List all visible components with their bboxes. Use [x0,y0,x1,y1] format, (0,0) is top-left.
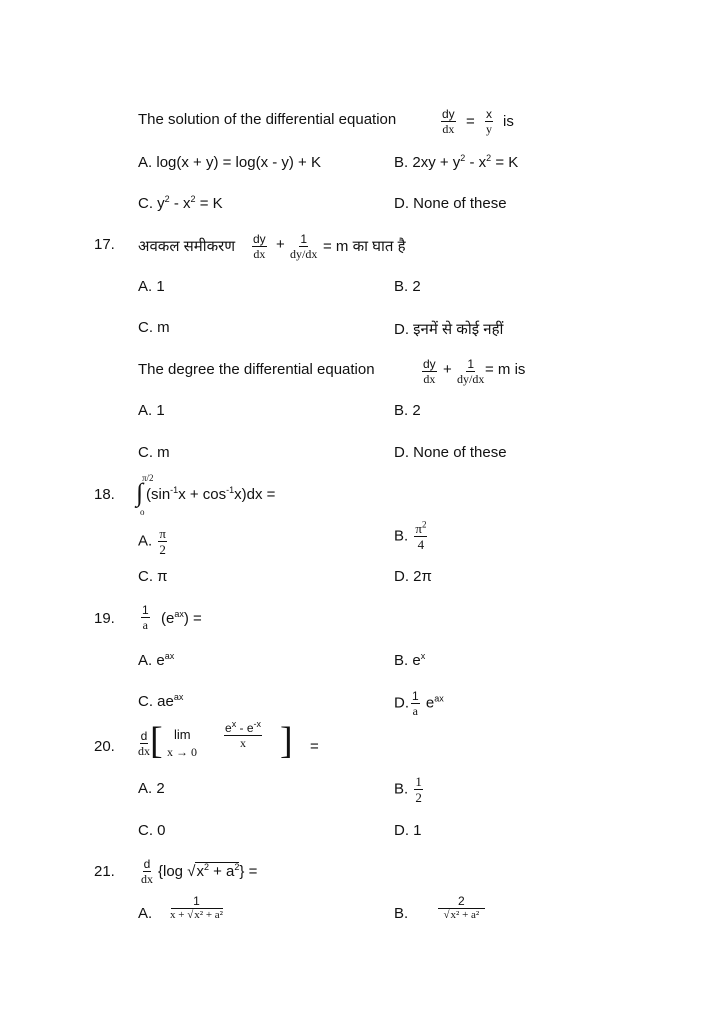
q17-eng-tail: = m is [485,361,526,378]
q17-eng-frac1: $\frac{dy}{dx}$ [423,357,436,386]
q18-option-b: B. $\frac{\pi^2}{4}$ [394,519,427,552]
q17-hindi-stem: अवकल समीकरण [138,238,236,255]
q20-derivative: $\frac{d}{dx}$ [138,729,150,758]
q17-hindi-frac1: $\frac{dy}{dx}$ [253,232,266,261]
q21-option-a: $\frac{1}{\text{x + √x² + a²}}$ [170,894,223,921]
right-bracket-icon: ] [280,720,293,762]
q20-option-a: A. 2 [138,780,165,797]
q19-expr: $(e^{ax})$ = [161,609,202,627]
q16-option-b: B. $2xy + y^2 - x^2 = K$ [394,153,519,171]
q21-number: 21. [94,863,115,880]
left-bracket-icon: [ [150,720,163,762]
q16-frac2-den: y [486,122,492,136]
q18-int-upper: π/2 [142,473,154,483]
q17-hindi-tail: = m का घात है [323,238,406,255]
q16-stem-line [138,111,396,128]
q20-limit-fraction: $\frac{e^x - e^{-x}}{x}$ [225,719,262,750]
q17-option-d-hindi: D. इनमें से कोई नहीं [394,321,504,338]
q20-option-b: B. $\frac{1}{2}$ [394,774,422,805]
q20-option-c: C. 0 [138,822,166,839]
q19-option-c: C. $ae^{ax}$ [138,692,184,710]
q16-option-c: C. $y^2 - x^2 = K$ [138,194,223,212]
integral-sign-icon: ∫ [136,478,144,507]
q16-stem: The solution of the differential equation [138,111,397,128]
q16-frac1-num: dy [442,107,455,121]
q17-option-b-hindi: B. 2 [394,278,421,295]
q20-equals: = [310,738,319,755]
q16-rhs-fraction [483,108,495,135]
q21-derivative: $\frac{d}{dx}$ [141,857,153,886]
q19-derivative: $\frac{1}{a}$ [142,603,149,632]
q17-hindi-frac2: $\frac{1}{dy/dx}$ [290,232,318,261]
q17-hindi-plus: + [276,236,285,253]
q21-option-b-label: B. [394,905,409,922]
q19-number: 19. [94,610,115,627]
q21-option-b: $\frac{2}{\text{√x² + a²}}$ [436,895,487,921]
q16-frac2-num: x [486,107,492,121]
q20-option-d: D. 1 [394,822,422,839]
q17-option-a-hindi: A. 1 [138,278,165,295]
q16-equals: = [466,113,475,130]
q17-option-a: A. 1 [138,402,165,419]
q19-option-b: B. $e^x$ [394,651,426,669]
q18-integrand: $(\sin^{-1}x + \cos^{-1}x)dx$ = [146,485,276,503]
q16-frac1-den: dx [442,122,455,136]
q17-option-b: B. 2 [394,402,421,419]
q20-lim-sub: x → 0 [167,745,197,759]
q16-option-d: D. None of these [394,195,507,212]
q18-number: 18. [94,486,115,503]
q21-expr: {log $√x^2 + a^2$} = [158,862,258,880]
q16-option-a: A. log(x + y) = log(x - y) + K [138,154,321,171]
q18-option-c: C. π [138,568,168,585]
q17-eng-frac2: $\frac{1}{dy/dx}$ [457,357,485,386]
q19-option-d: D. $\frac{1}{a}$ $e^{ax}$ [394,689,444,718]
q17-eng-stem: The degree the differential equation [138,361,375,378]
q20-number: 20. [94,738,115,755]
q19-option-a: A. $e^{ax}$ [138,651,175,669]
q21-option-a-label: A. [138,905,153,922]
q16-lhs-fraction [439,108,458,135]
q17-option-c-hindi: C. m [138,319,170,336]
q17-option-d: D. None of these [394,444,507,461]
q16-tail: is [503,113,514,130]
q17-number: 17. [94,236,115,253]
q20-lim: lim [174,727,191,742]
q17-eng-plus: + [443,361,452,378]
q18-option-d: D. 2π [394,568,432,585]
q18-option-a: A. $\frac{\pi}{2}$ [138,526,166,557]
q18-int-lower: o [140,507,145,517]
q17-option-c: C. m [138,444,170,461]
